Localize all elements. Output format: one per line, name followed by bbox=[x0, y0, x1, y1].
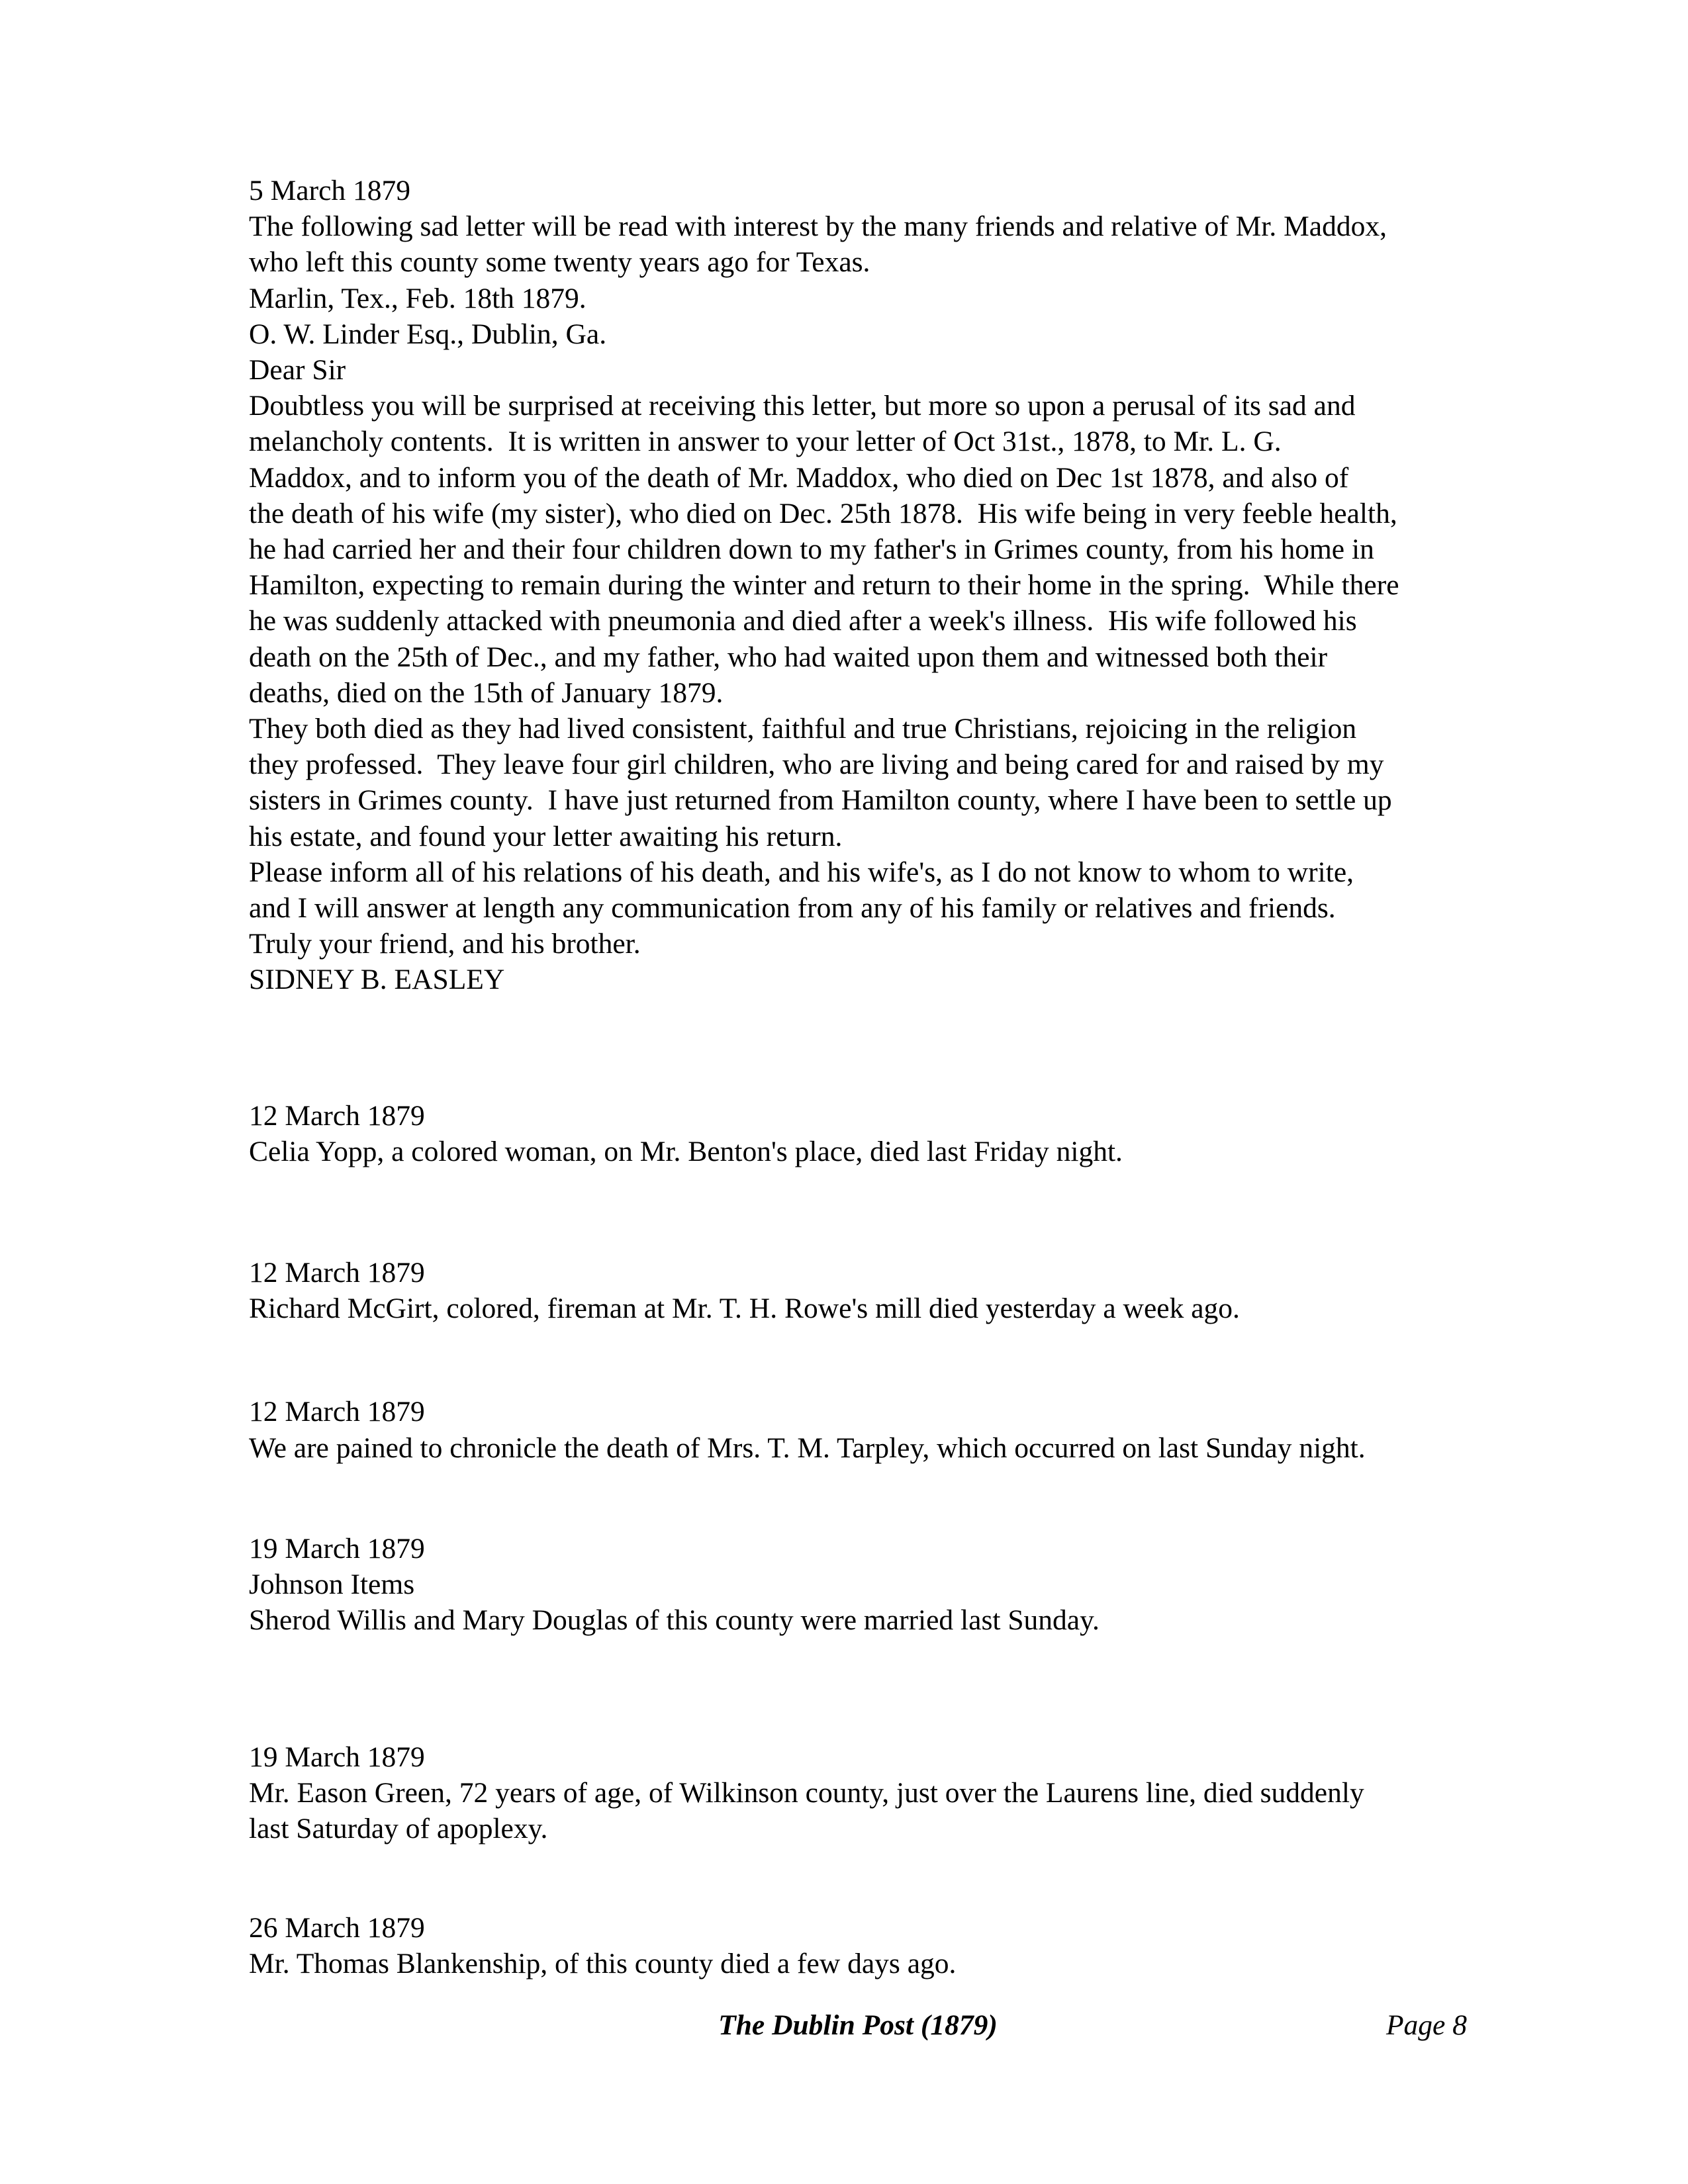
text-line: O. W. Linder Esq., Dublin, Ga. bbox=[249, 318, 607, 350]
entry-date: 12 March 1879 bbox=[249, 1396, 425, 1428]
text-line: They both died as they had lived consistent, faithful and true Christians, rejoicing in the religion bbox=[249, 713, 1357, 745]
text-line: Mr. Thomas Blankenship, of this county died a few days ago. bbox=[249, 1948, 957, 1980]
text-line: Hamilton, expecting to remain during the winter and return to their home in the spring. While there bbox=[249, 569, 1399, 602]
text-line: he had carried her and their four children down to my father's in Grimes county, from his home in bbox=[249, 533, 1374, 566]
footer-page-number: Page 8 bbox=[1385, 2009, 1467, 2041]
text-line: Please inform all of his relations of his death, and his wife's, as I do not know to whom to write, bbox=[249, 856, 1354, 888]
text-line: Doubtless you will be surprised at receiving this letter, but more so upon a perusal of its sad and bbox=[249, 390, 1356, 422]
text-line: his estate, and found your letter awaiting his return. bbox=[249, 820, 843, 852]
text-line: Maddox, and to inform you of the death of Mr. Maddox, who died on Dec 1st 1878, and also of bbox=[249, 461, 1349, 494]
text-line: Truly your friend, and his brother. bbox=[249, 928, 641, 960]
text-line: melancholy contents. It is written in answer to your letter of Oct 31st., 1878, to Mr. L. G. bbox=[249, 426, 1282, 458]
text-line: Richard McGirt, colored, fireman at Mr. T. H. Rowe's mill died yesterday a week ago. bbox=[249, 1293, 1240, 1325]
news-entry bbox=[249, 173, 1467, 998]
signature-line: SIDNEY B. EASLEY bbox=[249, 964, 505, 996]
entry-date: 19 March 1879 bbox=[249, 1741, 425, 1773]
text-line: deaths, died on the 15th of January 1879. bbox=[249, 676, 724, 709]
entry-subheading: Johnson Items bbox=[249, 1569, 415, 1601]
text-line: and I will answer at length any communication from any of his family or relatives and friends. bbox=[249, 892, 1336, 925]
text-line: Marlin, Tex., Feb. 18th 1879. bbox=[249, 282, 586, 314]
text-line: We are pained to chronicle the death of Mrs. T. M. Tarpley, which occurred on last Sunday night. bbox=[249, 1432, 1366, 1464]
entry-date: 19 March 1879 bbox=[249, 1532, 425, 1565]
page-footer bbox=[249, 2007, 1467, 2044]
entry-date: 12 March 1879 bbox=[249, 1257, 425, 1289]
news-entry bbox=[249, 1910, 1467, 1981]
news-entry bbox=[249, 1255, 1467, 1326]
text-line: he was suddenly attacked with pneumonia and died after a week's illness. His wife followed his bbox=[249, 605, 1357, 637]
text-line: The following sad letter will be read with interest by the many friends and relative of Mr. Maddox, bbox=[249, 210, 1387, 243]
entry-date: 12 March 1879 bbox=[249, 1099, 425, 1132]
news-entry bbox=[249, 1739, 1467, 1847]
text-line: the death of his wife (my sister), who died on Dec. 25th 1878. His wife being in very feeble health, bbox=[249, 497, 1397, 529]
news-entry bbox=[249, 1531, 1467, 1639]
text-line: who left this county some twenty years ago for Texas. bbox=[249, 246, 870, 279]
page-body-text bbox=[249, 173, 1467, 1982]
text-line: Celia Yopp, a colored woman, on Mr. Benton's place, died last Friday night. bbox=[249, 1135, 1123, 1167]
text-line: death on the 25th of Dec., and my father, who had waited upon them and witnessed both their bbox=[249, 641, 1328, 673]
entry-date: 26 March 1879 bbox=[249, 1912, 425, 1944]
text-line: sisters in Grimes county. I have just returned from Hamilton county, where I have been to settle up bbox=[249, 784, 1392, 817]
text-line: they professed. They leave four girl children, who are living and being cared for and raised by my bbox=[249, 749, 1384, 781]
footer-source-title: The Dublin Post (1879) bbox=[718, 2009, 998, 2041]
text-line: Sherod Willis and Mary Douglas of this county were married last Sunday. bbox=[249, 1604, 1100, 1637]
text-line: Dear Sir bbox=[249, 354, 346, 387]
news-entry bbox=[249, 1394, 1467, 1465]
text-line: Mr. Eason Green, 72 years of age, of Wilkinson county, just over the Laurens line, died suddenly bbox=[249, 1776, 1364, 1809]
news-entry bbox=[249, 1098, 1467, 1169]
entry-date: 5 March 1879 bbox=[249, 175, 411, 206]
text-line: last Saturday of apoplexy. bbox=[249, 1812, 548, 1844]
